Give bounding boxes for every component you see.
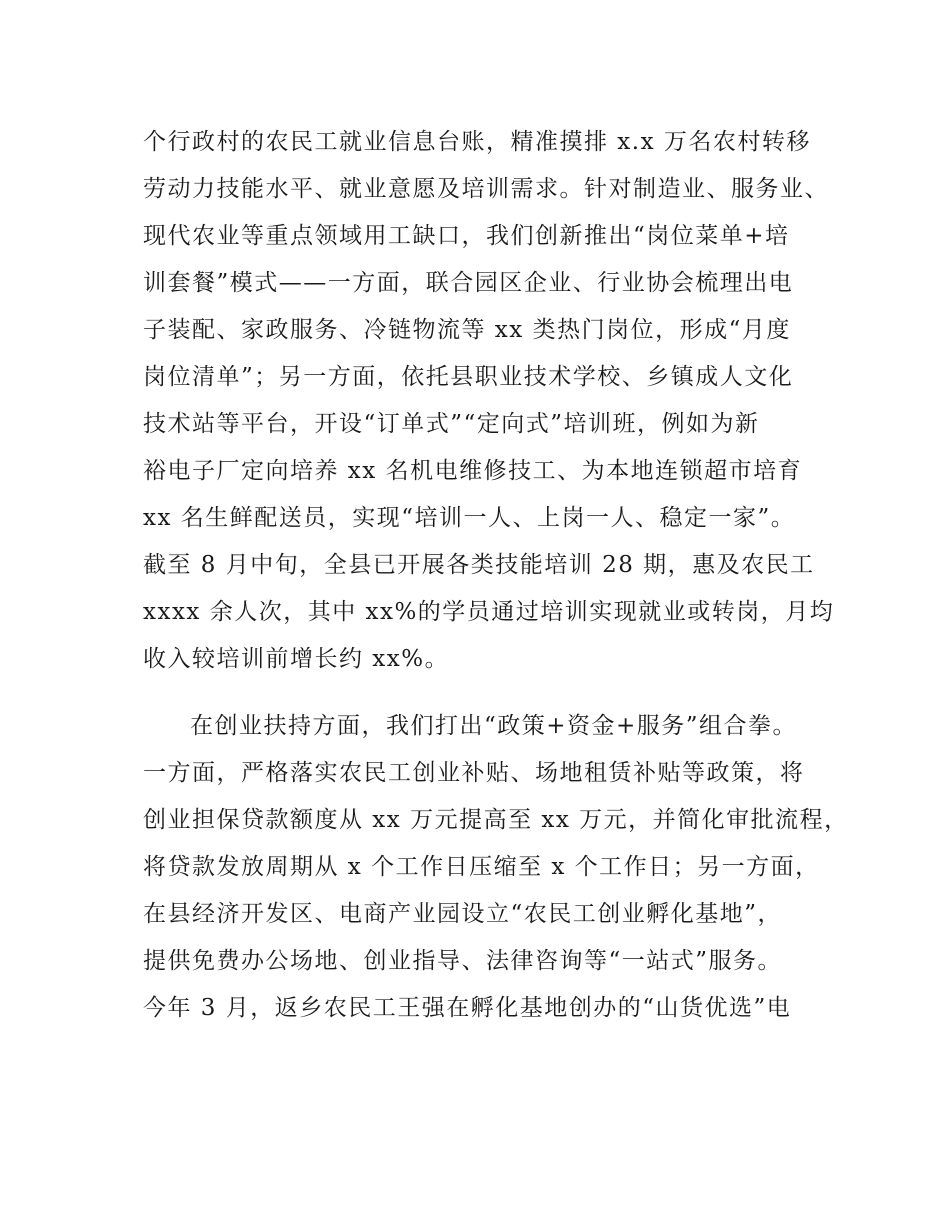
paragraph-2-line: 将贷款发放周期从 x 个工作日压缩至 x 个工作日；另一方面， [143,854,820,880]
paragraph-2-line: 提供免费办公场地、创业指导、法律咨询等“一站式”服务。 [143,948,783,974]
paragraph-1-line: 裕电子厂定向培养 xx 名机电维修技工、为本地连锁超市培育 [143,458,803,484]
paragraph-2-line: 在县经济开发区、电商产业园设立“农民工创业孵化基地”， [143,901,783,927]
paragraph-1-line: xx 名生鲜配送员，实现“培训一人、上岗一人、稳定一家”。 [143,505,796,531]
paragraph-1-line: 收入较培训前增长约 xx%。 [143,646,450,672]
paragraph-1-line: 截至 8 月中旬，全县已开展各类技能培训 28 期，惠及农民工 [143,552,815,578]
paragraph-2-line: 创业担保贷款额度从 xx 万元提高至 xx 万元，并简化审批流程， [143,807,849,833]
paragraph-1-line: 个行政村的农民工就业信息台账，精准摸排 x.x 万名农村转移 [143,129,811,155]
paragraph-1-line: 劳动力技能水平、就业意愿及培训需求。针对制造业、服务业、 [143,176,829,202]
paragraph-1-line: 训套餐”模式——一方面，联合园区企业、行业协会梳理出电 [143,270,794,296]
paragraph-1-line: 现代农业等重点领域用工缺口，我们创新推出“岗位菜单+培 [143,223,790,249]
paragraph-2-line: 在创业扶持方面，我们打出“政策+资金+服务”组合拳。 [190,713,798,739]
paragraph-2-line: 一方面，严格落实农民工创业补贴、场地租赁补贴等政策，将 [143,760,805,786]
paragraph-1-line: xxxx 余人次，其中 xx%的学员通过培训实现就业或转岗，月均 [143,599,835,625]
paragraph-1-line: 技术站等平台，开设“订单式”“定向式”培训班，例如为新 [143,411,760,437]
paragraph-1-line: 子装配、家政服务、冷链物流等 xx 类热门岗位，形成“月度 [143,317,791,343]
paragraph-1-line: 岗位清单”；另一方面，依托县职业技术学校、乡镇成人文化 [143,364,794,390]
paragraph-2-line: 今年 3 月，返乡农民工王强在孵化基地创办的“山货优选”电 [143,995,792,1021]
